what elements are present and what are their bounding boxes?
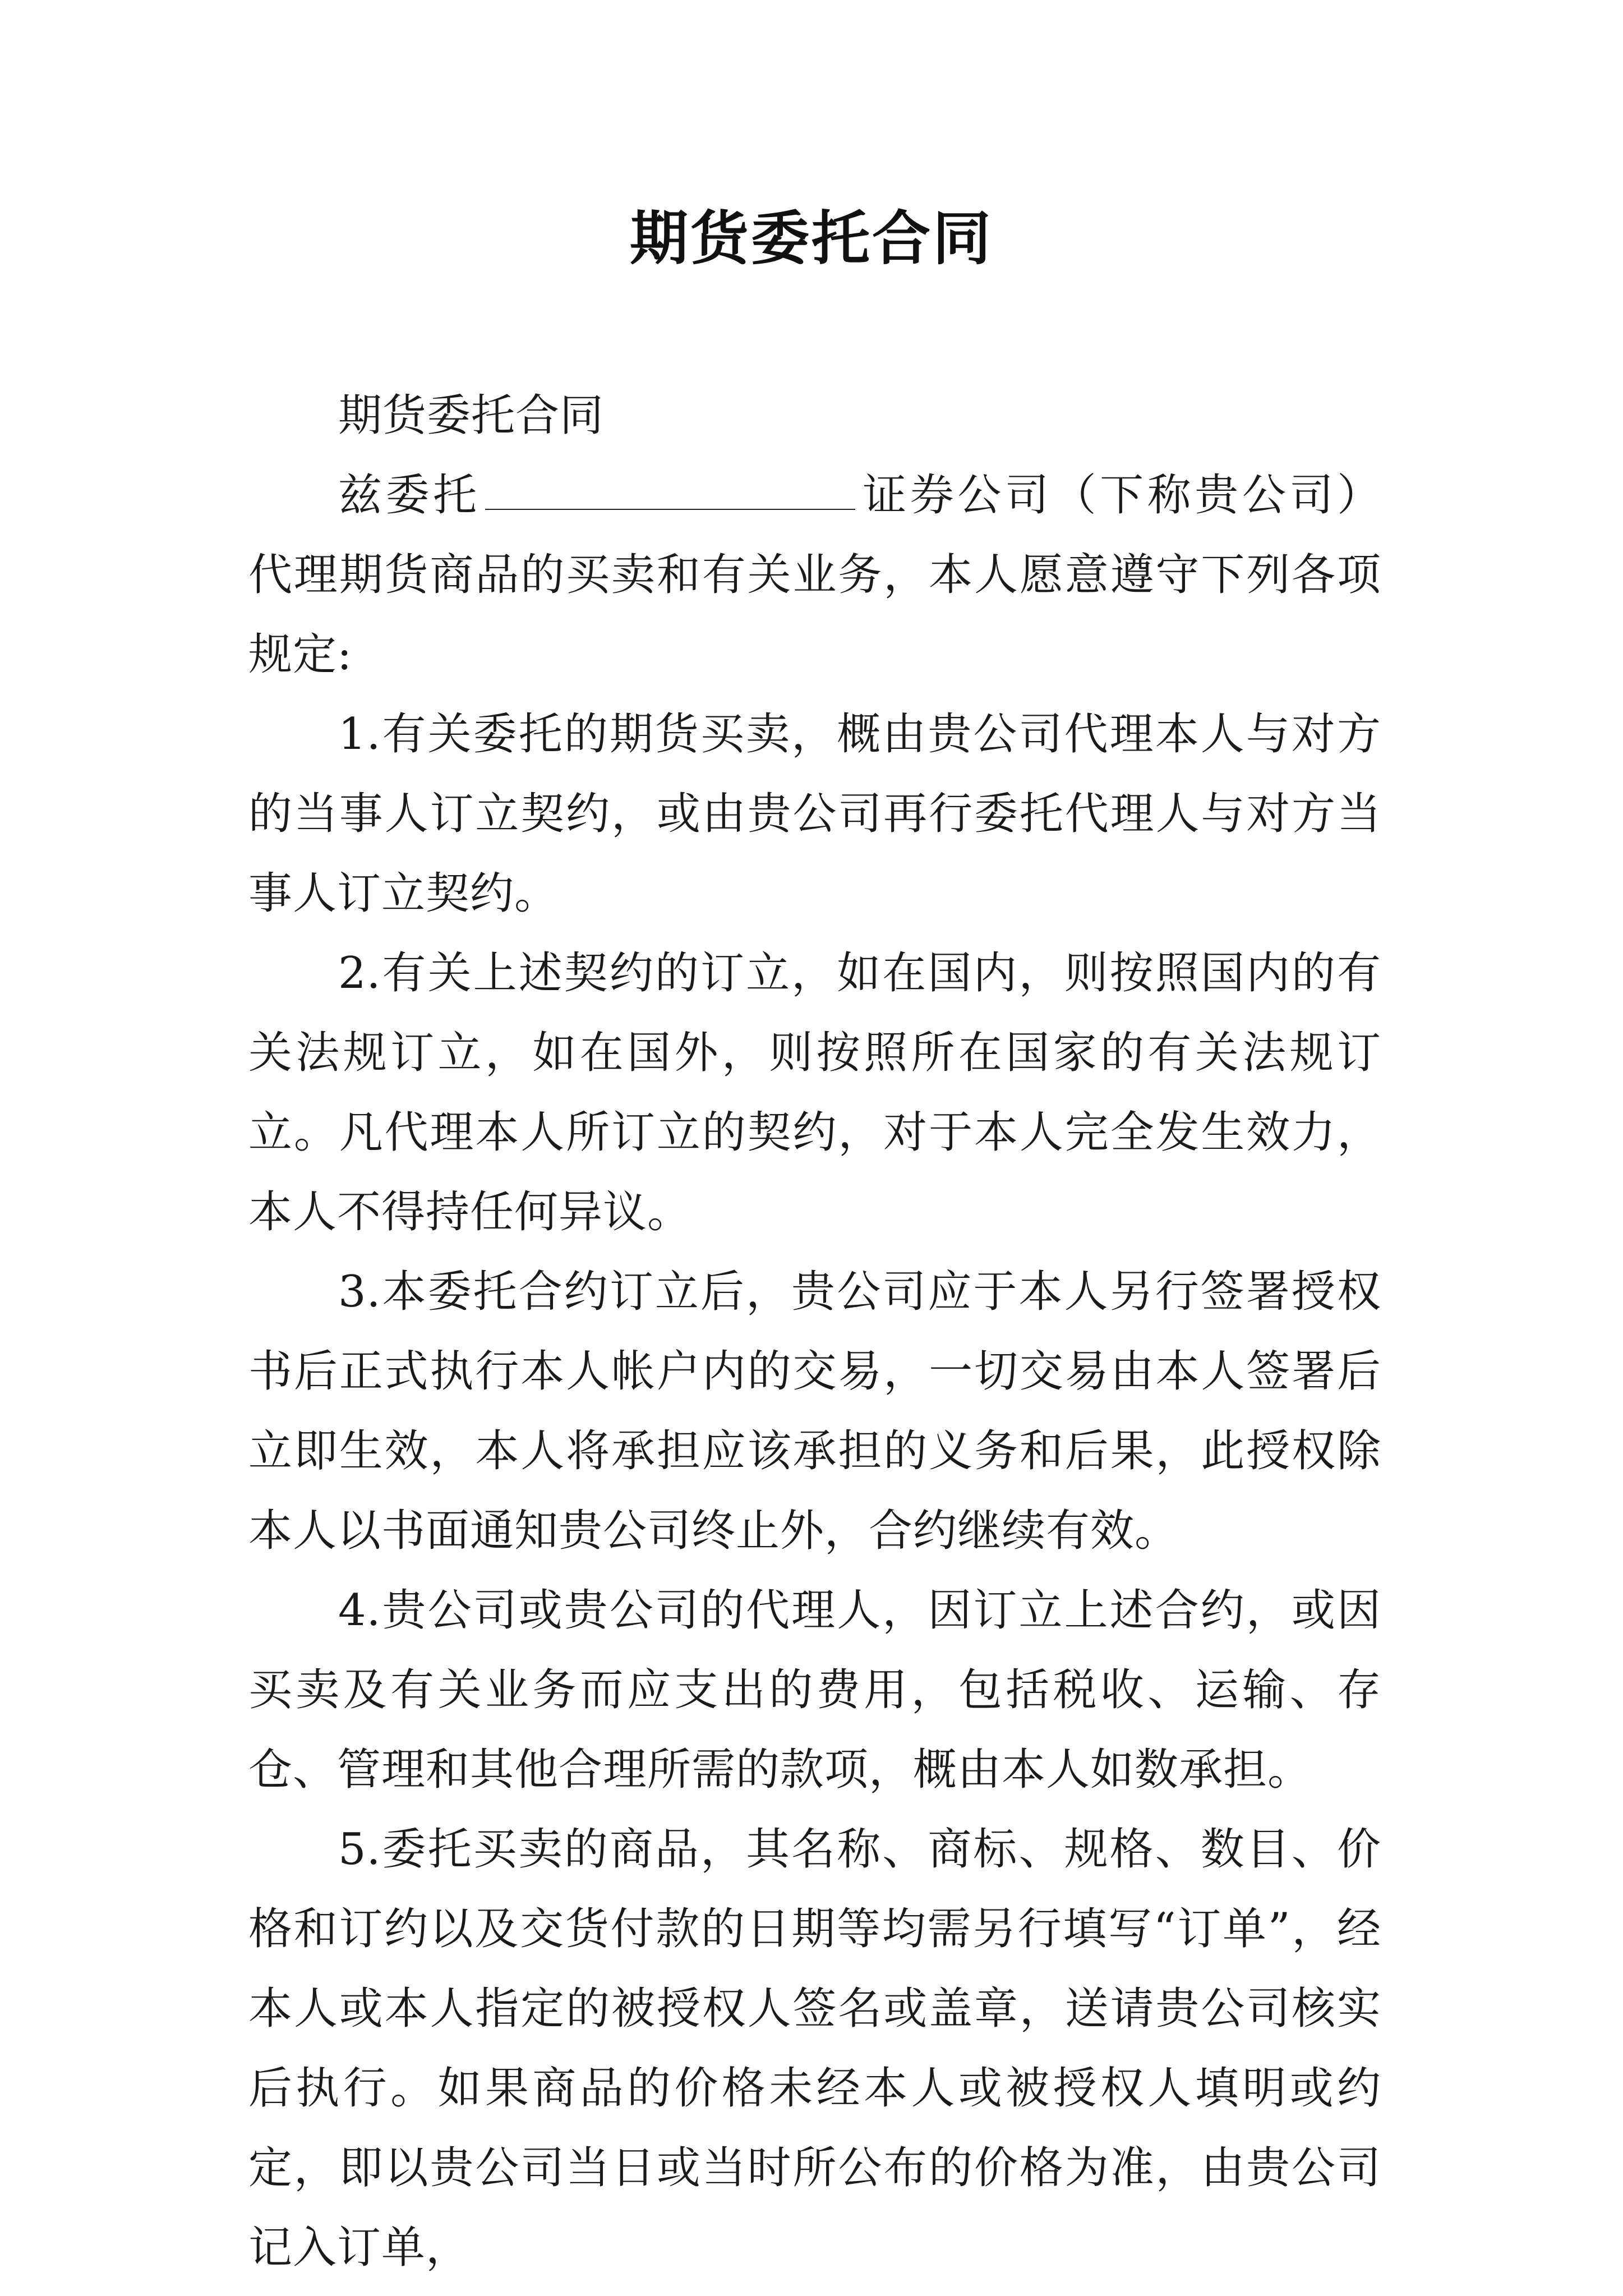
intro-before-blank: 兹委托 [338, 470, 481, 521]
company-name-blank [485, 470, 855, 510]
clause-4: 4.贵公司或贵公司的代理人，因订立上述合约，或因买卖及有关业务而应支出的费用，包括税收、运输、存仓、管理和其他合理所需的款项，概由本人如数承担。 [248, 1585, 1381, 1795]
clause-1: 1.有关委托的期货买卖，概由贵公司代理本人与对方的当事人订立契约，或由贵公司再行委托代理人与对方当事人订立契约。 [248, 709, 1381, 919]
clause-5: 5.委托买卖的商品，其名称、商标、规格、数目、价格和订约以及交货付款的日期等均需另行填写“订单”，经本人或本人指定的被授权人签名或盖章，送请贵公司核实后执行。如果商品的价格未经本人或被授权人填明或约定，即以贵公司当日或当时所公布的价格为准，由贵公司记入订单， [248, 1824, 1381, 2273]
clause-2: 2.有关上述契约的订立，如在国内，则按照国内的有关法规订立，如在国外，则按照所在国家的有关法规订立。凡代理本人所订立的契约，对于本人完全发生效力，本人不得持任何异议。 [248, 948, 1381, 1237]
document-title: 期货委托合同 [629, 204, 993, 273]
intro-after-blank: 证券公司（下称贵公司）代理期货商品的买卖和有关业务，本人愿意遵守下列各项规定: [248, 470, 1381, 680]
intro-paragraph [248, 455, 1381, 694]
document-body [248, 376, 1381, 2288]
clause-3: 3.本委托合约订立后，贵公司应于本人另行签署授权书后正式执行本人帐户内的交易，一切交易由本人签署后立即生效，本人将承担应该承担的义务和后果，此授权除本人以书面通知贵公司终止外，合约继续有效。 [248, 1267, 1381, 1556]
document-subtitle: 期货委托合同 [338, 390, 605, 441]
